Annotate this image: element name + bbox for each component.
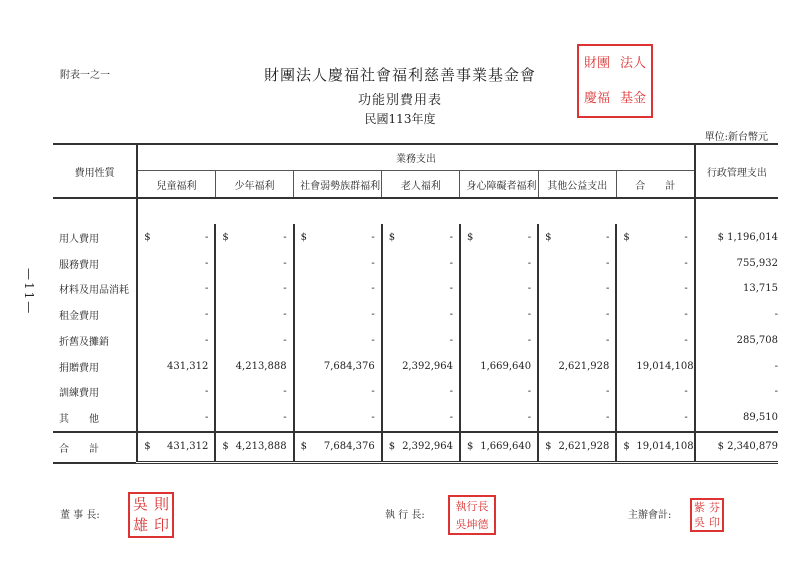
total-currency-cell: $ xyxy=(616,432,630,463)
currency-cell: $ xyxy=(215,224,229,250)
amount-cell: - xyxy=(205,231,209,243)
currency-cell xyxy=(382,327,396,353)
amount-cell: 89,510 xyxy=(695,405,778,432)
amount-cell: 2,392,964 xyxy=(402,360,453,372)
currency-cell xyxy=(137,302,151,328)
currency-cell xyxy=(616,276,630,302)
currency-cell xyxy=(294,276,308,302)
amount-cell: - xyxy=(605,334,610,346)
currency-cell: $ xyxy=(382,224,396,250)
row-label: 其 他 xyxy=(59,414,99,426)
amount-cell: 7,684,376 xyxy=(323,360,375,372)
currency-cell xyxy=(538,276,552,302)
org-title: 財團法人慶福社會福利慈善事業基金會 xyxy=(263,66,536,84)
seal-char: 吳 xyxy=(132,495,148,513)
table-title: 功能別費用表 xyxy=(357,93,442,108)
amount-cell: - xyxy=(283,386,287,398)
amount-cell: - xyxy=(371,283,375,295)
currency-cell xyxy=(137,250,151,276)
amount-cell: - xyxy=(283,257,287,269)
amount-cell: - xyxy=(371,309,375,321)
unit-label: 單位:新台幣元 xyxy=(704,132,768,143)
amount-cell: - xyxy=(371,386,375,398)
amount-cell: - xyxy=(605,283,610,295)
currency-cell xyxy=(538,379,552,405)
amount-cell: 755,932 xyxy=(695,250,778,276)
total-amount-cell: 2,621,928 xyxy=(552,432,616,463)
table-row xyxy=(53,327,778,353)
table-row xyxy=(53,302,778,328)
row-label: 材料及用品消耗 xyxy=(59,285,129,297)
amount-cell: - xyxy=(449,412,453,424)
table-row xyxy=(53,276,778,302)
currency-cell xyxy=(382,250,396,276)
chairman-label: 董 事 長: xyxy=(60,510,100,521)
amount-cell: - xyxy=(605,386,610,398)
seal-char: 基金 xyxy=(619,91,646,106)
currency-cell xyxy=(382,379,396,405)
seal-char: 財團 xyxy=(583,56,610,71)
column-header: 其他公益支出 xyxy=(538,171,616,199)
table-row xyxy=(53,224,778,250)
table-row xyxy=(53,405,778,432)
amount-cell: - xyxy=(684,386,688,398)
admin-header-cell: 行政管理支出 xyxy=(695,144,778,198)
amount-cell: - xyxy=(527,309,532,321)
currency-cell xyxy=(137,327,151,353)
seal-char: 雄 xyxy=(132,516,148,534)
currency-cell xyxy=(460,276,474,302)
column-header: 兒童福利 xyxy=(137,171,215,199)
amount-cell: - xyxy=(371,257,375,269)
currency-cell xyxy=(460,302,474,328)
currency-cell: $ xyxy=(616,224,630,250)
currency-cell xyxy=(294,327,308,353)
amount-cell: - xyxy=(283,412,287,424)
amount-cell: - xyxy=(527,283,532,295)
amount-cell: - xyxy=(605,309,610,321)
page-number: —11— xyxy=(22,268,36,316)
currency-cell xyxy=(215,379,229,405)
currency-cell xyxy=(616,353,630,379)
group-header-cell: 業務支出 xyxy=(137,144,695,171)
amount-cell: - xyxy=(684,257,688,269)
seal-char: 印 xyxy=(153,516,169,534)
currency-cell: $ xyxy=(294,224,308,250)
amount-cell: - xyxy=(527,257,532,269)
currency-cell xyxy=(460,327,474,353)
currency-cell xyxy=(616,302,630,328)
seal-char: 則 xyxy=(153,495,169,513)
amount-cell: - xyxy=(695,353,778,379)
amount-cell: - xyxy=(449,231,453,243)
currency-cell xyxy=(294,353,308,379)
total-amount-cell: 7,684,376 xyxy=(308,432,382,463)
amount-cell: - xyxy=(283,334,287,346)
currency-cell xyxy=(215,405,229,432)
currency-cell xyxy=(538,353,552,379)
currency-cell xyxy=(538,302,552,328)
column-header: 少年福利 xyxy=(215,171,293,199)
total-amount-cell: $ 2,340,879 xyxy=(695,432,778,463)
currency-cell xyxy=(616,379,630,405)
accountant-label: 主辦會計: xyxy=(628,510,672,521)
accountant-seal xyxy=(690,498,724,532)
amount-cell: - xyxy=(283,231,287,243)
amount-cell: $ 1,196,014 xyxy=(695,224,778,250)
row-label: 服務費用 xyxy=(59,259,99,271)
total-currency-cell: $ xyxy=(538,432,552,463)
amount-cell: - xyxy=(695,379,778,405)
column-header: 身心障礙者福利 xyxy=(460,171,538,199)
chairman-seal xyxy=(128,492,174,538)
total-currency-cell: $ xyxy=(382,432,396,463)
amount-cell: - xyxy=(605,257,610,269)
currency-cell xyxy=(294,302,308,328)
header-row-1 xyxy=(53,144,778,171)
amount-cell: 4,213,888 xyxy=(235,360,287,372)
seal-char: 芬 xyxy=(709,501,720,514)
year-label: 民國113年度 xyxy=(364,112,436,126)
total-amount-cell: 4,213,888 xyxy=(229,432,293,463)
total-currency-cell: $ xyxy=(215,432,229,463)
table-row xyxy=(53,353,778,379)
currency-cell: $ xyxy=(460,224,474,250)
seal-char: 印 xyxy=(709,516,720,529)
amount-cell: 2,621,928 xyxy=(558,360,610,372)
amount-cell: 19,014,108 xyxy=(636,360,694,372)
currency-cell xyxy=(215,276,229,302)
currency-cell xyxy=(215,250,229,276)
currency-cell xyxy=(215,302,229,328)
total-amount-cell: 1,669,640 xyxy=(474,432,538,463)
currency-cell xyxy=(538,327,552,353)
currency-cell xyxy=(215,327,229,353)
currency-cell xyxy=(137,276,151,302)
currency-cell xyxy=(382,302,396,328)
amount-cell: 285,708 xyxy=(695,327,778,353)
seal-char: 紫 xyxy=(694,501,705,514)
amount-cell: - xyxy=(684,309,688,321)
ceo-label: 執 行 長: xyxy=(385,510,425,521)
amount-cell: - xyxy=(283,283,287,295)
currency-cell xyxy=(460,379,474,405)
seal-line: 執行長 xyxy=(455,499,489,513)
seal-char: 吳 xyxy=(694,516,705,529)
total-currency-cell: $ xyxy=(294,432,308,463)
currency-cell xyxy=(538,250,552,276)
seal-char: 法人 xyxy=(619,56,646,71)
currency-cell xyxy=(616,327,630,353)
currency-cell: $ xyxy=(538,224,552,250)
amount-cell: - xyxy=(283,309,287,321)
currency-cell xyxy=(538,405,552,432)
amount-cell: - xyxy=(205,334,209,346)
amount-cell: - xyxy=(371,231,375,243)
amount-cell: - xyxy=(684,334,688,346)
amount-cell: - xyxy=(449,283,453,295)
amount-cell: - xyxy=(684,231,688,243)
amount-cell: - xyxy=(527,231,532,243)
amount-cell: - xyxy=(449,257,453,269)
amount-cell: - xyxy=(449,334,453,346)
currency-cell xyxy=(616,405,630,432)
currency-cell xyxy=(382,405,396,432)
total-amount-cell: 431,312 xyxy=(151,432,215,463)
currency-cell xyxy=(137,379,151,405)
amount-cell: - xyxy=(205,283,209,295)
row-header-cell: 費用性質 xyxy=(53,144,137,198)
spacer-row xyxy=(53,198,778,224)
amount-cell: - xyxy=(449,386,453,398)
amount-cell: - xyxy=(684,412,688,424)
row-label: 租金費用 xyxy=(59,311,99,323)
foundation-seal xyxy=(577,44,653,118)
row-label: 用人費用 xyxy=(59,233,99,245)
row-label: 折舊及攤銷 xyxy=(59,336,109,348)
total-amount-cell: 2,392,964 xyxy=(396,432,460,463)
ceo-seal xyxy=(448,495,496,535)
amount-cell: 431,312 xyxy=(167,360,209,372)
row-label: 訓練費用 xyxy=(59,388,99,400)
total-currency-cell: $ xyxy=(137,432,151,463)
currency-cell xyxy=(294,379,308,405)
header-row-2 xyxy=(53,171,778,199)
table-row xyxy=(53,379,778,405)
currency-cell xyxy=(460,405,474,432)
currency-cell xyxy=(294,250,308,276)
amount-cell: - xyxy=(695,302,778,328)
amount-cell: - xyxy=(605,412,610,424)
currency-cell xyxy=(382,353,396,379)
seal-line: 吳坤德 xyxy=(455,517,489,531)
amount-cell: - xyxy=(205,309,209,321)
amount-cell: - xyxy=(205,386,209,398)
currency-cell xyxy=(137,405,151,432)
amount-cell: - xyxy=(605,231,610,243)
total-amount-cell: 19,014,108 xyxy=(630,432,694,463)
seal-char: 慶福 xyxy=(583,91,610,106)
amount-cell: 1,669,640 xyxy=(480,360,532,372)
currency-cell xyxy=(382,276,396,302)
total-label: 合 計 xyxy=(53,432,137,463)
total-currency-cell: $ xyxy=(460,432,474,463)
amount-cell: - xyxy=(527,412,532,424)
currency-cell xyxy=(294,405,308,432)
amount-cell: - xyxy=(449,309,453,321)
attachment-label: 附表一之一 xyxy=(60,70,110,81)
amount-cell: - xyxy=(527,334,532,346)
amount-cell: - xyxy=(371,412,375,424)
currency-cell xyxy=(215,353,229,379)
column-header: 老人福利 xyxy=(382,171,460,199)
currency-cell xyxy=(460,250,474,276)
currency-cell xyxy=(137,353,151,379)
currency-cell xyxy=(460,353,474,379)
amount-cell: 13,715 xyxy=(695,276,778,302)
total-row xyxy=(53,432,778,463)
row-label: 捐贈費用 xyxy=(59,362,99,374)
currency-cell: $ xyxy=(137,224,151,250)
amount-cell: - xyxy=(371,334,375,346)
currency-cell xyxy=(616,250,630,276)
amount-cell: - xyxy=(684,283,688,295)
column-header: 合 計 xyxy=(616,171,694,199)
table-row xyxy=(53,250,778,276)
expense-table xyxy=(53,143,778,464)
amount-cell: - xyxy=(205,257,209,269)
column-header: 社會弱勢族群福利 xyxy=(294,171,382,199)
amount-cell: - xyxy=(527,386,532,398)
amount-cell: - xyxy=(205,412,209,424)
